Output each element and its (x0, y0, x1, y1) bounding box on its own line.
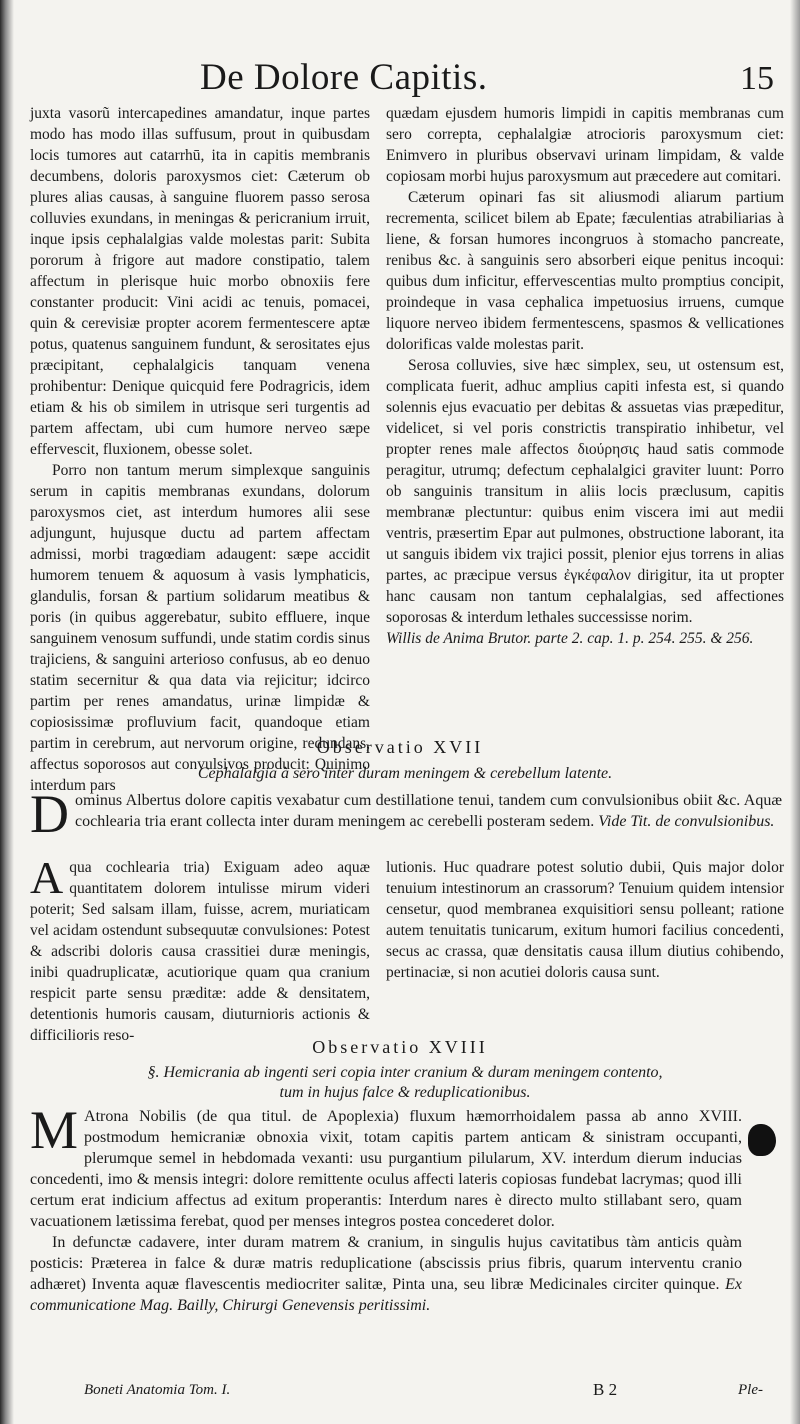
left-paragraph-1: juxta vasorũ intercapedines amandatur, inque partes modo has modo illas suffusum, prout in quibusdam locis tumores aut catarrhū, ita in capitis membranis decumbens, doloris paroxysmos ciet: Cæterum ob plures alias causas, à sanguine fluorem passo serosa colluvies exundans, in meningas & pericranium irruit, inque ipsis cephalalgias valde molestas parit: Subita pororum à frigore aut madore constipatio, talem affectum in plerisque huic morbo obnoxiis fere constanter producit: Vini acidi ac tenuis, pomacei, quin & cerevisiæ propter acorem fermentescere aptæ potus, quatenus sanguinem fundunt, & serositates ejus præcipitant, cephalalgicis tanquam venena prohibentur: Denique quicquid fere Podragricis, idem etiam & his ob similem in utrisque seri turgentis ad partem affectam, ubi cum humore nerveo sæpe effervescit, fluxionem, obesse solet. (30, 105, 370, 458)
observation-18-reference: Ex communicatione Mag. Bailly, Chirurgi Genevensis peritissimi. (30, 1276, 743, 1314)
observation-18-body (30, 1100, 743, 1316)
observation-18-subtitle (30, 1063, 780, 1103)
observation-17-reference: Vide Tit. de convulsionibus. (598, 813, 775, 830)
observation-17-comment-dropcap: A (30, 852, 64, 903)
right-paragraph-3: Serosa colluvies, sive hæc simplex, seu, ut ostensum est, complicata fuerit, adhuc amplius capiti infesta est, si quando solennis ejus evacuatio per debitas & assuetas vias præpeditur, videlicet, si vel poris constrictis transpiratio inhibetur, vel propter renes male affectos διούρησις haud satis commode peragitur, utrumq; defectum cephalalgici graviter luunt: Porro ob sanguinis transitum in aliis locis præclusum, capitis membranæ plectuntur: quibus enim viscera imi aut medii ventris, præsertim Epar aut pulmones, obstructione laborant, ita ut sanguis ibidem vix trajici possit, plenior ejus torrens in alias partes, ac præcipue versus ἐγκέφαλον dirigitur, ita ut propter hanc causam non tantum cephalalgias, sed affectiones soporosas & interdum lethales successisse norim. (386, 357, 784, 626)
page-edge-shadow-right (790, 0, 800, 1424)
observation-17-comment-right (386, 857, 784, 983)
right-paragraph-1: quædam ejusdem humoris limpidi in capitis membranas cum sero correpta, cephalalgiæ atrocioris paroxysmum ciet: Enimvero in pluribus observavi urinam limpidam, & valde copiosam morbi hujus paroxysmum aut præcedere aut comitari. (386, 105, 784, 185)
observation-18-text: Atrona Nobilis (de qua titul. de Apoplexia) fluxum hæmorrhoidalem passa ab anno XVIII. postmodum hemicraniæ obnoxia vixit, totam capitis partem anticam & sinistram occupanti, plerumque semel in hebdomada vexanti: usu purgantium pilularum, XV. interdum dierum inducias concedenti, imo & mensis integri: dolore remittente oculus affecti lateris copiosas fundebat lacrymas; quod illi certum erat indicium affectus ad exitum properantis: Interdum nares è directo multo stillabant sero, quam vacuationem lætissima ferebat, quod per menses integros postea concederet dolor. (30, 1108, 742, 1230)
observation-17-comment-left (30, 852, 370, 1046)
observation-17-heading: Observatio XVII (316, 737, 484, 757)
ink-blot-stain (748, 1124, 776, 1156)
observation-17-dropcap: D (30, 784, 69, 844)
running-head-title: De Dolore Capitis. (200, 57, 488, 98)
right-reference: Willis de Anima Brutor. parte 2. cap. 1. p. 254. 255. & 256. (386, 630, 754, 647)
footer-catchword: Ple- (738, 1382, 763, 1398)
observation-18-heading: Observatio XVIII (312, 1037, 488, 1057)
left-paragraph-2: Porro non tantum merum simplexque sanguinis serum in capitis membranas exundans, dolorum paroxysmos ciet, ast interdum humores alii sese adjungunt, hujusque ductu ad partem affectam admissi, morbi tragœdiam adaugent: sæpe accidit humorem tenuem & aquosum à vasis lymphaticis, glandulis, forsan & partium solidarum meatibus & poris (in quibus aggerebatur, subito effluere, inque sanguinem venosum suffundi, unde statim cordis sinus trajiciens, & sanguini arterioso confusus, ab eo denuo statim secernitur & qua data via rejicitur; idcirco partim per renes amandatus, urinæ limpidæ & copiosissimæ profluvium facit, quandoque etiam partim in cerebrum, aut nervorum origine, redundans, affectus soporosos aut convulsivos producit: Quinimo interdum pars (30, 462, 370, 794)
observation-17-comment-right-text: lutionis. Huc quadrare potest solutio dubii, Quis major dolor tenuium intestinorum an crassorum? Tenuium quidem intensior censetur, quod membranea exquisitiori sensu polleant; ratione autem tenuitatis tunicarum, exitum humori facilius concedenti, secus ac crassa, quæ densitatis causa illum diutius cohibendo, pertinaciæ, si non acutiei doloris causa sunt. (386, 859, 784, 981)
right-paragraph-2: Cæterum opinari fas sit aliusmodi aliarum partium recrementa, scilicet bilem ab Epate; fæculentias atrabiliarias à liene, & forsan humores incongruos à stomacho pancreate, renibus &c. à sanguinis sero absorberi eique penitus incoqui: quibus dum inficitur, effervescentias multo promptius concipit, proindeque in vasa cephalica impetuosius irruens, cumque liquore nerveo ibidem fermentescens, spasmos & vellicationes dolorificas valde molestas parit. (386, 189, 784, 353)
observation-17-subtitle: Cephalalgia à sero inter duram meningem & cerebellum latente. (197, 765, 613, 782)
footer-signature-mark: B 2 (593, 1380, 618, 1399)
observation-17-body (30, 784, 782, 844)
observation-18-subtitle-line-2: tum in hujus falce & reduplicationibus. (279, 1084, 531, 1101)
observation-17-comment-left-text: qua cochlearia tria) Exiguam adeo aquæ quantitatem dolorem intulisse mirum videri poterit; Sed salsam illam, fuisse, acrem, muriaticam vel acidam ostendunt subsequutæ convulsiones: Potest & adscribi doloris causa crassitiei duræ meningis, inibi quadruplicatæ, acutiorique quam qua cranium respicit parte sensu præditæ: adde & densitatem, detentionis humoris causam, diuturnioris actionis & difficilioris reso- (30, 859, 370, 1044)
observation-18-subtitle-line-1: §. Hemicrania ab ingenti seri copia inter cranium & duram meningem contento, (147, 1064, 663, 1081)
right-column (386, 103, 784, 649)
observation-18-text-2: In defunctæ cadavere, inter duram matrem & cranium, in singulis hujus cavitatibus tàm anticis quàm posticis: Præterea in falce & duræ matris reduplicatione (abscissis prius fibris, quarum interventu cranio adhæret) Inventa aquæ flavescentis mediocriter salitæ, Pinta una, seu libræ Medicinales circiter quinque. (30, 1234, 742, 1293)
left-column (30, 103, 370, 796)
page-number: 15 (740, 60, 774, 97)
observation-17-text: ominus Albertus dolore capitis vexabatur cum destillatione tenui, tandem cum convulsionibus obiit &c. Aquæ cochlearia tria erant collecta inter duram meningem ac cerebelli posteram sedem. (75, 792, 782, 830)
footer-running-title: Boneti Anatomia Tom. I. (84, 1382, 231, 1398)
observation-18-dropcap: M (30, 1100, 79, 1160)
page-edge-shadow (0, 0, 14, 1424)
